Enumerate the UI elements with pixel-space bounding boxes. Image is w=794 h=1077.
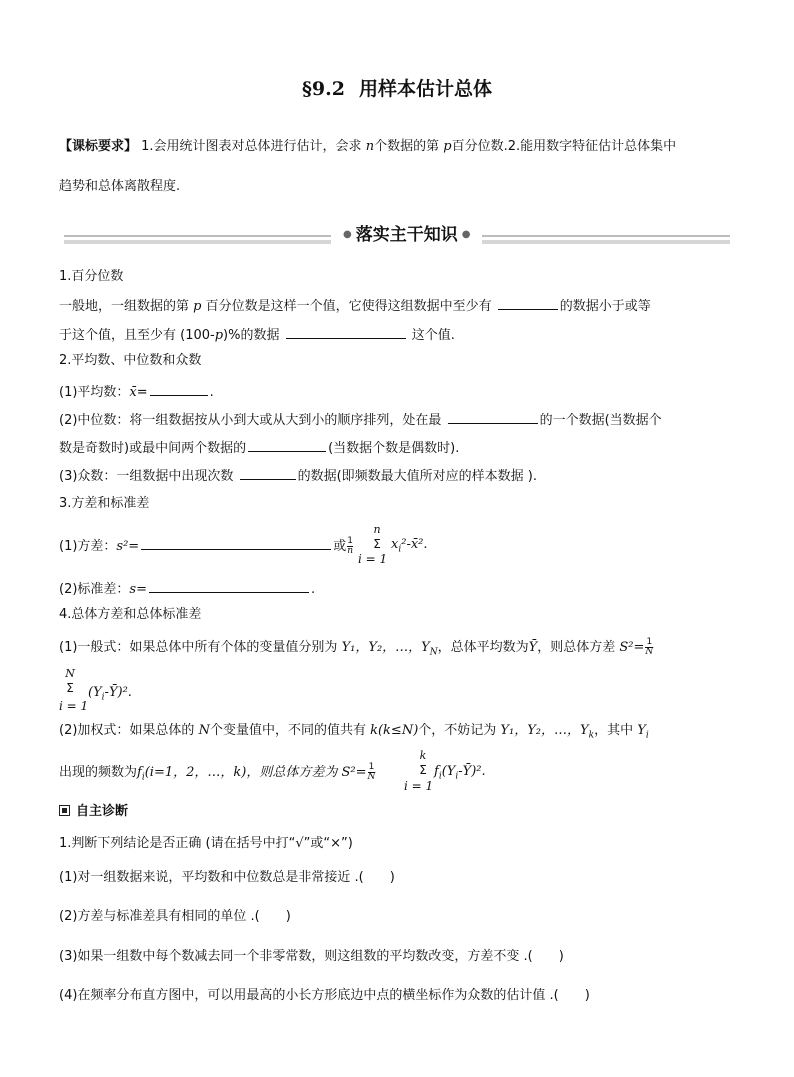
heading-population-variance: 4.总体方差和总体标准差: [59, 607, 202, 622]
text: 或: [333, 539, 347, 554]
heading-variance-sd: 3.方差和标准差: [59, 496, 150, 511]
subscript: i: [398, 544, 402, 555]
subscript: i: [438, 771, 442, 782]
fill-blank[interactable]: [141, 536, 331, 550]
heading-text: 自主诊断: [76, 804, 129, 819]
text: 出现的频数为: [59, 765, 138, 780]
variance-line: [59, 536, 354, 556]
subscript: i: [455, 771, 459, 782]
fraction-1-n: [347, 537, 353, 556]
sigma-variance: [367, 523, 387, 551]
var-y-list: Y₁，Y₂，…，Y: [341, 640, 430, 655]
text: (i=1，2，…，k)，则总体方差为: [144, 765, 338, 780]
var-x: x: [391, 537, 399, 552]
fill-blank[interactable]: [448, 410, 538, 424]
text: ，总体平均数为: [437, 640, 529, 655]
text: (当数据个数是偶数时).: [328, 441, 460, 456]
band-dot-icon: ●: [343, 229, 352, 240]
median-line-2: [59, 438, 459, 458]
heading-percentile: 1.百分位数: [59, 269, 124, 284]
heading-mean-median-mode: 2.平均数、中位数和众数: [59, 353, 202, 368]
var-ybar: Ȳ: [528, 640, 538, 655]
requirements-text: 1.会用统计图表对总体进行估计，会求: [141, 139, 362, 154]
sigma-upper: n: [373, 523, 381, 536]
fill-blank[interactable]: [286, 325, 406, 339]
text: )%的数据: [223, 328, 280, 343]
var-p: p: [193, 299, 202, 314]
text: (2)中位数：将一组数据按从小到大或从大到小的顺序排列，处在最: [59, 413, 442, 428]
var-N: N: [198, 723, 210, 738]
requirements-tag: 【课标要求】: [59, 139, 138, 154]
page-title: [0, 76, 794, 102]
subscript: N: [429, 647, 438, 658]
text: 的一个数据(当数据个: [539, 413, 662, 428]
question-1: 1.判断下列结论是否正确 (请在括号中打“√”或“×”): [59, 836, 353, 851]
requirements-line-2: 趋势和总体离散程度.: [59, 179, 181, 194]
frac-den: N: [367, 772, 376, 782]
band-dot-icon: ●: [461, 229, 471, 240]
text: (2)加权式：如果总体的: [59, 723, 195, 738]
text: 的数据(即频数最大值所对应的样本数据 ).: [297, 469, 537, 484]
frac-den: n: [347, 546, 354, 556]
general-form-line: [59, 638, 654, 662]
judgement-item: (2)方差与标准差具有相同的单位 .( ): [59, 909, 291, 924]
text: (1)一般式：如果总体中所有个体的变量值分别为: [59, 640, 338, 655]
median-line-1: [59, 410, 662, 430]
fill-blank[interactable]: [498, 296, 558, 310]
sigma-population: [59, 667, 81, 695]
section-square-icon: [59, 805, 70, 816]
var-s: s=: [129, 582, 147, 597]
sigma-weighted: [414, 749, 432, 777]
text: 个变量值中，不同的值共有: [209, 723, 366, 738]
var-expr: (Y: [441, 764, 456, 779]
text: (1)平均数：: [59, 385, 130, 400]
subscript: i: [101, 692, 105, 703]
text: 的数据小于或等: [559, 299, 651, 314]
general-form-tail: [88, 684, 132, 707]
var-y-list: Y₁，Y₂，…，Y: [500, 723, 589, 738]
band-title-text: 落实主干知识: [355, 225, 458, 245]
text: (1)方差：: [59, 539, 117, 554]
percentile-line-2: [59, 325, 455, 345]
var-n: n: [365, 139, 375, 154]
text: =: [136, 385, 148, 400]
var-S2: S²=: [619, 640, 645, 655]
var-p: p: [214, 328, 224, 343]
subscript: i: [141, 772, 145, 783]
text: ，其中: [594, 723, 634, 738]
requirements-text: 个数据的第: [374, 139, 440, 154]
var-S2: S²=: [341, 765, 367, 780]
text: 一般地，一组数据的第: [59, 299, 190, 314]
text: ，则总体方差: [537, 640, 616, 655]
var-f: f: [434, 764, 439, 779]
sigma-lower: i = 1: [404, 779, 434, 793]
text: (2)标准差：: [59, 582, 130, 597]
frac-num: 1: [347, 536, 353, 546]
fraction-1-N: [645, 638, 653, 657]
variance-tail: [391, 536, 428, 559]
text: 于这个值，且至少有 (100-: [59, 328, 215, 343]
fill-blank[interactable]: [149, 579, 309, 593]
fill-blank[interactable]: [248, 438, 326, 452]
frac-num: 1: [646, 637, 653, 647]
subscript: k: [588, 730, 595, 741]
text: .: [311, 582, 316, 597]
fill-blank[interactable]: [240, 466, 296, 480]
requirements-line-1: [59, 138, 676, 156]
weighted-form-line-2: [59, 763, 376, 787]
text: (3)众数：一组数据中出现次数: [59, 469, 234, 484]
var-p: p: [443, 139, 452, 154]
var-expr: -Ȳ)².: [458, 764, 486, 779]
sigma-upper: N: [65, 667, 75, 680]
heading-self-diagnosis: [59, 803, 128, 821]
var-Yi: Y: [637, 723, 646, 738]
section-number: §9.2: [301, 78, 345, 100]
var-expr: (Y: [88, 685, 102, 700]
frac-num: 1: [368, 762, 375, 772]
band-title: [331, 223, 482, 247]
text: 百分位数是这样一个值，它使得这组数据中至少有: [205, 299, 492, 314]
var-k: k(k≤N): [370, 723, 419, 738]
mode-line: [59, 466, 537, 486]
subscript: i: [645, 730, 649, 741]
text: 这个值.: [411, 328, 455, 343]
sigma-symbol: Σ: [419, 763, 427, 777]
sigma-symbol: Σ: [373, 537, 381, 551]
var-expr: ²-x̄².: [401, 537, 428, 552]
weighted-form-line-1: [59, 722, 649, 745]
text: .: [209, 385, 214, 400]
sigma-lower: i = 1: [59, 699, 89, 713]
sd-line: [59, 579, 315, 599]
judgement-item: (4)在频率分布直方图中，可以用最高的小长方形底边中点的横坐标作为众数的估计值 .( ): [59, 988, 590, 1003]
var-f: f: [137, 765, 142, 780]
frac-den: N: [645, 647, 654, 657]
var-expr: -Ȳ)².: [104, 685, 132, 700]
weighted-form-tail: [434, 763, 486, 786]
sigma-lower: i = 1: [358, 552, 388, 566]
judgement-item: (1)对一组数据来说，平均数和中位数总是非常接近 .( ): [59, 870, 395, 885]
sigma-upper: k: [419, 749, 427, 762]
fraction-1-N: [368, 763, 376, 782]
requirements-text: 百分位数.2.能用数字特征估计总体集中: [451, 139, 677, 154]
percentile-line-1: [59, 296, 651, 316]
var-s2: s²=: [116, 539, 140, 554]
judgement-item: (3)如果一组数中每个数减去同一个非零常数，则这组数的平均数改变，方差不变 .( ): [59, 949, 564, 964]
section-title: 用样本估计总体: [358, 78, 492, 100]
sigma-symbol: Σ: [66, 681, 74, 695]
fill-blank[interactable]: [150, 382, 208, 396]
text: 数是奇数时)或最中间两个数据的: [59, 441, 247, 456]
var-xbar: x̄: [129, 385, 137, 400]
text: 个，不妨记为: [418, 723, 497, 738]
mean-line: [59, 382, 214, 402]
